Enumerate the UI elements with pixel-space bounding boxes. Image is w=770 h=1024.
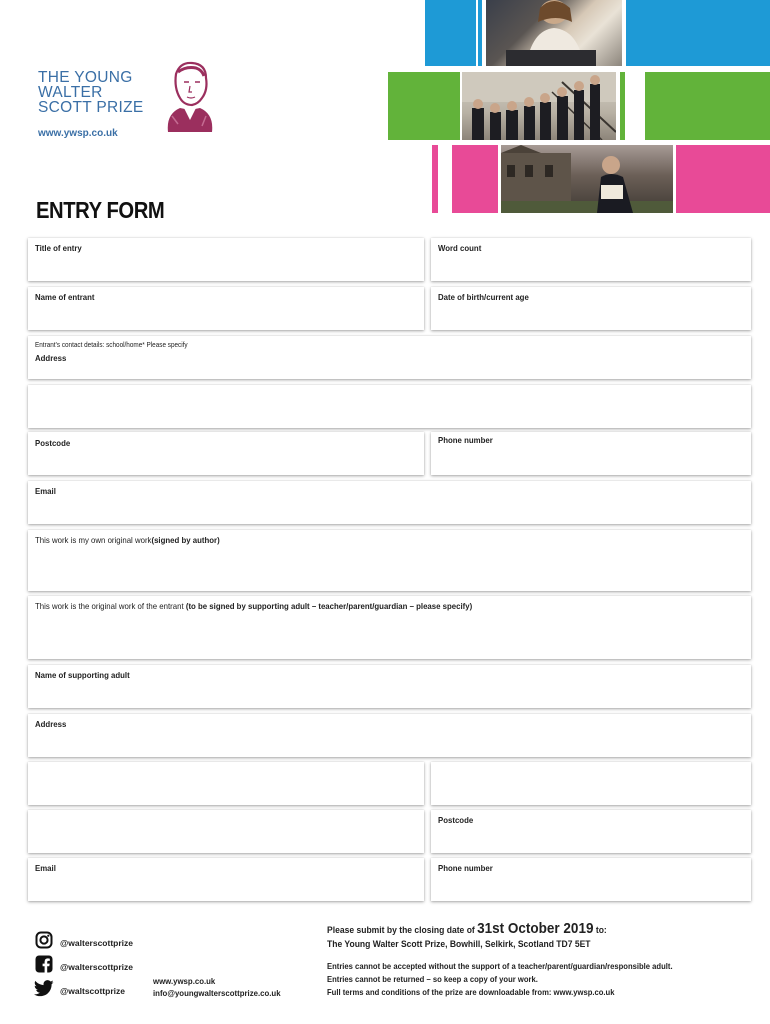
logo-line-1: THE YOUNG xyxy=(38,69,133,86)
contact-details-note: Entrant’s contact details: school/home* Please specify xyxy=(35,340,188,349)
website-link[interactable]: www.ywsp.co.uk xyxy=(153,976,216,986)
entrant-address-line-2-field[interactable] xyxy=(28,385,751,428)
entrant-email-label: Email xyxy=(35,486,56,496)
twitter-handle: @waltscottprize xyxy=(60,986,125,996)
submit-date: 31st October 2019 xyxy=(477,920,594,937)
pink-stripe xyxy=(432,145,438,213)
submit-prefix: Please submit by the closing date of xyxy=(327,925,475,936)
photo-reading-at-abbotsford xyxy=(501,145,673,213)
adult-address-label: Address xyxy=(35,719,67,729)
email-link[interactable]: info@youngwalterscottprize.co.uk xyxy=(153,988,281,998)
facebook-icon xyxy=(34,954,54,974)
twitter-link[interactable] xyxy=(34,978,125,998)
note-return: Entries cannot be returned – so keep a copy of your work. xyxy=(327,974,538,984)
prize-logo xyxy=(38,60,228,140)
adult-signature-field[interactable] xyxy=(28,596,751,659)
instagram-icon xyxy=(34,930,54,950)
entrant-postcode-field[interactable] xyxy=(28,432,424,475)
author-signature-label xyxy=(35,535,220,545)
page-title: ENTRY FORM xyxy=(36,197,165,223)
title-of-entry-label: Title of entry xyxy=(35,243,82,253)
green-block-left xyxy=(388,72,460,140)
note-support: Entries cannot be accepted without the support of a teacher/parent/guardian/responsible adult. xyxy=(327,961,673,971)
date-of-birth-label: Date of birth/current age xyxy=(438,292,529,302)
submission-notes xyxy=(327,960,673,999)
pink-block-left xyxy=(452,145,498,213)
adult-postcode-field[interactable] xyxy=(431,810,751,853)
logo-line-3: SCOTT PRIZE xyxy=(38,99,144,116)
entrant-phone-field[interactable] xyxy=(431,432,751,475)
name-of-entrant-label: Name of entrant xyxy=(35,292,95,302)
instagram-link[interactable] xyxy=(34,930,133,950)
pink-block-right xyxy=(676,145,770,213)
entrant-email-field[interactable] xyxy=(28,481,751,524)
author-signature-prefix: This work is my own original work xyxy=(35,535,152,545)
adult-address-line-4-field[interactable] xyxy=(28,810,424,853)
facebook-link[interactable] xyxy=(34,954,133,974)
adult-phone-label: Phone number xyxy=(438,863,493,873)
adult-email-label: Email xyxy=(35,863,56,873)
logo-url: www.ywsp.co.uk xyxy=(38,128,118,139)
name-of-entrant-field[interactable] xyxy=(28,287,424,330)
word-count-label: Word count xyxy=(438,243,482,253)
author-signature-field[interactable] xyxy=(28,530,751,591)
photo-writer-at-desk xyxy=(486,0,622,66)
adult-address-field[interactable] xyxy=(28,714,751,757)
green-stripe xyxy=(620,72,625,140)
adult-phone-field[interactable] xyxy=(431,858,751,901)
green-block-right xyxy=(645,72,770,140)
supporting-adult-name-field[interactable] xyxy=(28,665,751,708)
author-signature-bold: (signed by author) xyxy=(151,535,220,545)
entrant-address-field[interactable] xyxy=(28,336,751,379)
submission-address: The Young Walter Scott Prize, Bowhill, Selkirk, Scotland TD7 5ET xyxy=(327,939,591,950)
logo-line-2: WALTER xyxy=(38,84,103,101)
adult-address-line-2-field[interactable] xyxy=(28,762,424,805)
date-of-birth-field[interactable] xyxy=(431,287,751,330)
entrant-postcode-label: Postcode xyxy=(35,438,71,448)
photo-group-on-stairs xyxy=(462,72,616,140)
word-count-field[interactable] xyxy=(431,238,751,281)
blue-stripe xyxy=(478,0,482,66)
walter-scott-portrait-icon xyxy=(162,60,216,132)
adult-signature-label xyxy=(35,601,472,611)
note-terms: Full terms and conditions of the prize are downloadable from: www.ywsp.co.uk xyxy=(327,987,615,997)
submission-deadline xyxy=(327,920,607,937)
entrant-address-label: Address xyxy=(35,353,67,363)
adult-postcode-label: Postcode xyxy=(438,815,474,825)
logo-wordmark xyxy=(38,70,144,115)
facebook-handle: @walterscottprize xyxy=(60,962,134,972)
adult-address-line-3-field[interactable] xyxy=(431,762,751,805)
instagram-handle: @walterscottprize xyxy=(60,938,134,948)
contact-block xyxy=(153,975,281,999)
adult-signature-prefix: This work is the original work of the entrant xyxy=(35,601,184,611)
submit-suffix: to: xyxy=(595,925,607,936)
adult-email-field[interactable] xyxy=(28,858,424,901)
title-of-entry-field[interactable] xyxy=(28,238,424,281)
blue-block-left xyxy=(425,0,476,66)
entrant-phone-label: Phone number xyxy=(438,435,493,445)
adult-signature-bold: (to be signed by supporting adult – teacher/parent/guardian – please specify) xyxy=(185,601,473,611)
supporting-adult-name-label: Name of supporting adult xyxy=(35,670,130,680)
blue-block-right xyxy=(626,0,770,66)
twitter-icon xyxy=(34,978,54,998)
